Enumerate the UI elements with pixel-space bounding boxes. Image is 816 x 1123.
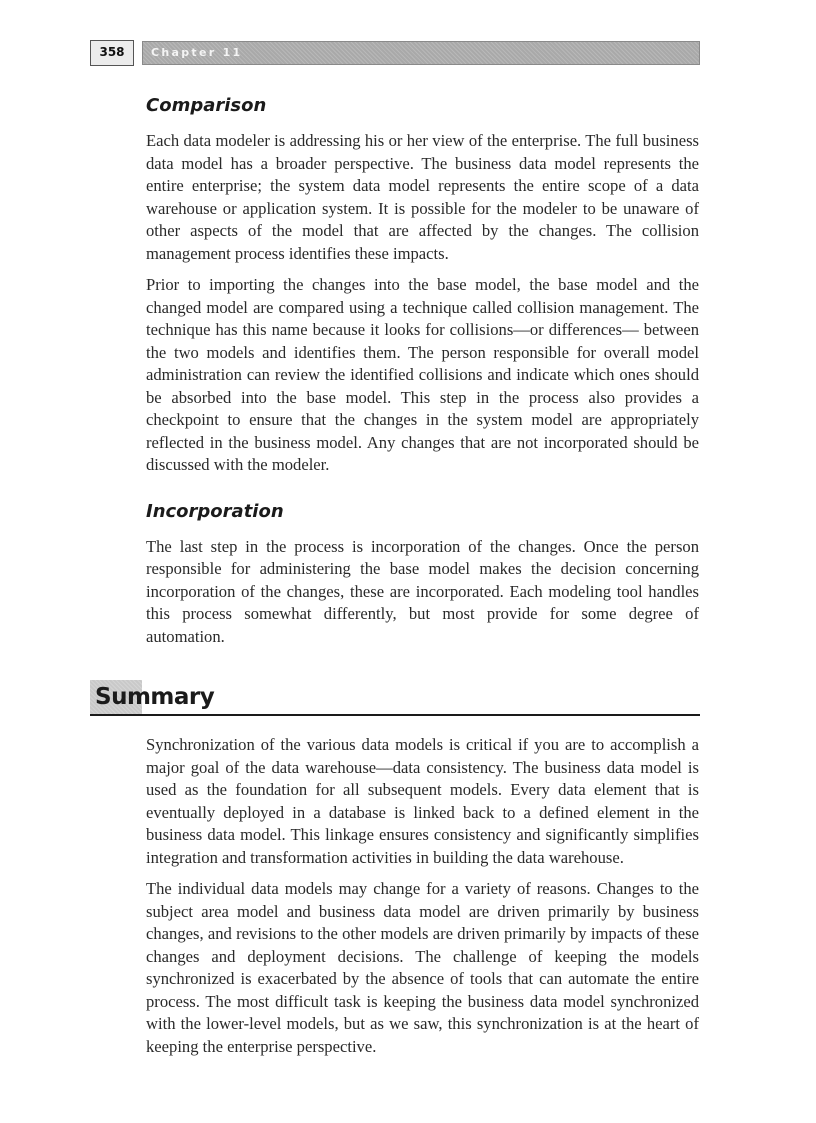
section-heading-summary: Summary	[95, 684, 215, 710]
summary-heading-block	[90, 680, 700, 716]
page-number: 358	[90, 40, 134, 66]
paragraph: The individual data models may change for a variety of reasons. Changes to the subject area model and business data model are driven primarily by business changes, and revisions to the other models are driven primarily by impacts of these changes and deployment decisions. The challenge of keeping the models synchronized is exacerbated by the absence of tools that can automate the entire process. The most difficult task is keeping the business data model synchronized with the lower-level models, but as we saw, this synchronization is at the heart of keeping the enterprise perspective.	[146, 879, 699, 1056]
main-content	[146, 94, 699, 657]
paragraph: Prior to importing the changes into the base model, the base model and the changed model are compared using a technique called collision management. The technique has this name because it looks for collisions—or differences— between the two models and identifies them. The person responsible for overall model administration can review the identified collisions and indicate which ones should be absorbed into the base model. This step in the process also provides a checkpoint to ensure that the changes in the system model are appropriately reflected in the business model. Any changes that are not incorporated should be discussed with the modeler.	[146, 275, 699, 474]
summary-content	[146, 734, 699, 1067]
section-heading-incorporation: Incorporation	[146, 500, 284, 522]
summary-title-rule	[90, 680, 700, 716]
chapter-bar	[142, 41, 700, 65]
paragraph: Each data modeler is addressing his or her view of the enterprise. The full business data model has a broader perspective. The business data model represents the entire enterprise; the system data model represents the entire scope of a data warehouse or application system. It is possible for the modeler to be unaware of other aspects of the model that are affected by the changes. The collision management process identifies these impacts.	[146, 131, 699, 263]
section-heading-comparison: Comparison	[146, 95, 267, 116]
paragraph: The last step in the process is incorporation of the changes. Once the person responsible for administering the base model makes the decision concerning incorporation of the changes, these are incorporated. Each modeling tool handles this process somewhat differently, but most provide for some degree of automation.	[146, 536, 699, 646]
paragraph: Synchronization of the various data models is critical if you are to accomplish a major goal of the data warehouse—data consistency. The business data model is used as the foundation for all subsequent models. Every data element that is eventually deployed in a database is linked back to a defined element in the business data model. This linkage ensures consistency and significantly simplifies integration and transformation activities in building the data warehouse.	[146, 735, 699, 867]
chapter-label: Chapter 11	[151, 46, 243, 59]
running-header	[90, 40, 700, 66]
